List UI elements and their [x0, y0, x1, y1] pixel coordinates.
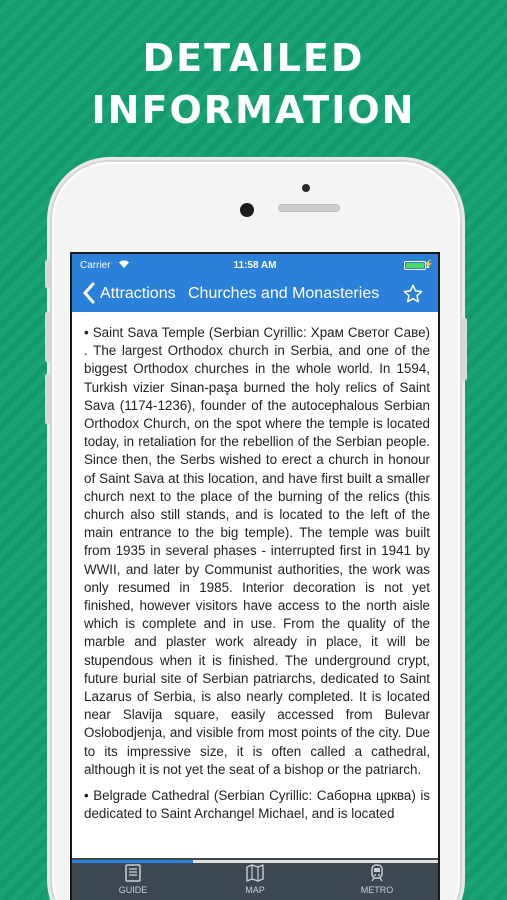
proximity-sensor [302, 184, 310, 192]
book-icon [123, 864, 143, 882]
status-bar [72, 258, 438, 274]
tab-metro[interactable] [316, 858, 438, 900]
power-button [462, 318, 467, 380]
front-camera [240, 203, 254, 217]
page-title: Churches and Monasteries [188, 285, 380, 302]
headline-line-1: DETAILED [142, 36, 365, 80]
headline-line-2: INFORMATION [91, 88, 416, 132]
volume-down-button [45, 374, 50, 424]
battery-level [406, 263, 424, 268]
reading-progress-bar [72, 860, 438, 863]
volume-up-button [45, 312, 50, 362]
tab-guide[interactable] [72, 858, 194, 900]
tab-map[interactable] [194, 858, 316, 900]
tab-metro-label: METRO [360, 885, 394, 895]
chevron-left-icon[interactable] [82, 282, 96, 304]
mute-switch [45, 260, 50, 288]
carrier-label: Carrier [80, 260, 111, 271]
article-paragraph-1: • Saint Sava Temple (Serbian Cyrillic: Храм Светог Саве) . The largest Orthodox church in Serbia, and one of the biggest Orthodox churches in the whole world. In 1594, Turkish vizier Sinan-paşa burned the holy relics of Saint Sava (1174-1236), founder of the autocephalous Serbian Orthodox Church, on the spot where the temple is located today, in retaliation for the rebellion of the Serbian people. Since then, the Serbs wished to erect a church in honour of Saint Sava at this location, and have first built a smaller church next to the place of the burning of the relics (this church also still stands, and is located to the left of the main entrance to the big temple). The temple was built from 1935 in several phases - interrupted first in 1941 by WWII, and later by Communist authorities, the work was only resumed in 1985. Interior decoration is not yet finished, however visitors have access to the north aisle which is complete and in use. From the quality of the marble and plaster work already in place, it will be stupendous when it is finished. The underground crypt, future burial site of Serbian patriarchs, dedicated to Saint Lazarus of Serbia, is also nearly completed. It is located near Slavija square, easily accessed from Bulevar Oslobodjenja, and visible from most points of the city. Due to its impressive size, it is often called a cathedral, although it is not yet the seat of a bishop or the patriarch. [84, 325, 430, 777]
charging-icon: ⚡ [422, 259, 434, 269]
article-text [84, 324, 430, 831]
status-time: 11:58 AM [233, 260, 277, 271]
metro-train-icon [367, 864, 387, 882]
navigation-bar [72, 280, 438, 310]
tab-map-label: MAP [245, 885, 265, 895]
app-screen [70, 252, 440, 900]
back-button[interactable]: Attractions [100, 285, 176, 302]
reading-progress-fill [72, 860, 193, 863]
article-paragraph-2: • Belgrade Cathedral (Serbian Cyrillic: Саборна црква) is dedicated to Saint Archangel Michael, and is located [84, 788, 430, 822]
tab-bar [72, 858, 438, 900]
tab-guide-label: GUIDE [118, 885, 148, 895]
earpiece-speaker [278, 204, 340, 212]
header [72, 254, 438, 312]
star-outline-icon[interactable] [402, 283, 424, 305]
promo-headline [0, 32, 507, 136]
map-icon [245, 864, 265, 882]
